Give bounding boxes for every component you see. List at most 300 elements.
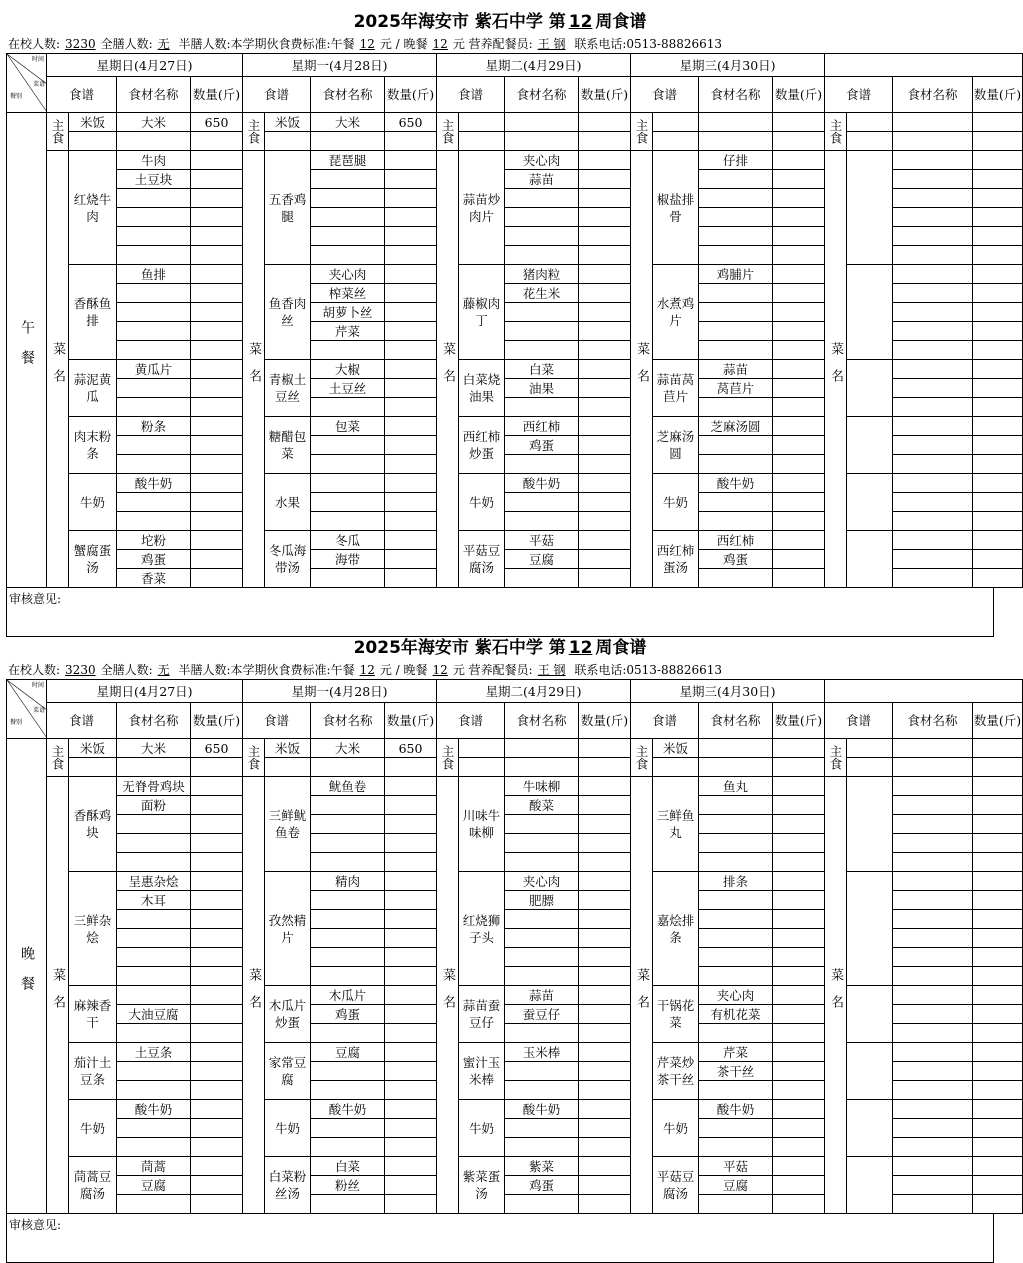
- ingredient-name: [311, 834, 385, 853]
- ingredient-name: 夹心肉: [311, 265, 385, 284]
- col-qty-header: 数量(斤): [385, 703, 437, 739]
- ingredient-qty: [385, 151, 437, 170]
- col-ingredient-header: 食材名称: [117, 77, 191, 113]
- ingredient-name: [699, 512, 773, 531]
- ingredient-name: [893, 777, 973, 796]
- ingredient-qty: [973, 967, 1023, 986]
- ingredient-name: [505, 853, 579, 872]
- staple-label: [437, 113, 459, 151]
- ingredient-qty: [385, 379, 437, 398]
- staple-qty-extra: [579, 132, 631, 151]
- label-dinner: 元 / 晚餐: [379, 37, 428, 51]
- ingredient-qty: [385, 777, 437, 796]
- ingredient-qty: [773, 265, 825, 284]
- dish-name: [847, 1157, 893, 1214]
- ingredient-name: [117, 189, 191, 208]
- ingredient-qty: [579, 493, 631, 512]
- col-qty-header: 数量(斤): [973, 77, 1023, 113]
- staple-ingredient-extra: [699, 758, 773, 777]
- ingredient-qty: [579, 151, 631, 170]
- dish-name: 水煮鸡片: [653, 265, 699, 360]
- ingredient-qty: [973, 303, 1023, 322]
- ingredient-qty: [191, 1043, 243, 1062]
- ingredient-qty: [773, 550, 825, 569]
- title-week: 12: [568, 638, 593, 658]
- dish-row: [7, 1100, 1023, 1119]
- col-qty-header: 数量(斤): [773, 703, 825, 739]
- dish-row: [7, 417, 1023, 436]
- ingredient-qty: [579, 550, 631, 569]
- ingredient-name: 坨粉: [117, 531, 191, 550]
- corner-dish-label: 菜谱: [32, 707, 45, 714]
- ingredient-name: [505, 910, 579, 929]
- column-header-row: [7, 77, 1023, 113]
- dish-name: 孜然精片: [265, 872, 311, 986]
- ingredient-qty: [773, 1119, 825, 1138]
- ingredient-qty: [191, 569, 243, 588]
- dish-name: 红烧牛肉: [69, 151, 117, 265]
- ingredient-qty: [191, 550, 243, 569]
- dish-label-cell: [825, 151, 847, 588]
- ingredient-qty: [385, 170, 437, 189]
- staple-name: [459, 113, 505, 132]
- ingredient-qty: [579, 910, 631, 929]
- col-qty-header: 数量(斤): [579, 77, 631, 113]
- ingredient-name: 酸菜: [505, 796, 579, 815]
- ingredient-name: [311, 455, 385, 474]
- ingredient-qty: [191, 1062, 243, 1081]
- ingredient-qty: [773, 398, 825, 417]
- dish-row: [7, 872, 1023, 891]
- meal-name: 晚餐: [19, 946, 35, 1006]
- meal-name-cell: [7, 113, 47, 588]
- ingredient-name: [893, 1195, 973, 1214]
- title-text: 年海安市 紫石中学 第: [400, 638, 566, 658]
- phone-number: 0513-88826613: [626, 663, 723, 677]
- ingredient-name: 豆腐: [699, 1176, 773, 1195]
- ingredient-qty: [773, 1176, 825, 1195]
- ingredient-name: [893, 436, 973, 455]
- staple-label-text: 主食: [50, 745, 65, 770]
- dish-row: [7, 474, 1023, 493]
- col-qty-header: 数量(斤): [973, 703, 1023, 739]
- ingredient-name: 精肉: [311, 872, 385, 891]
- dish-name: 西红柿炒蛋: [459, 417, 505, 474]
- staple-label-text: 主食: [634, 745, 649, 770]
- ingredient-qty: [973, 227, 1023, 246]
- ingredient-name: [117, 455, 191, 474]
- ingredient-name: 鸡蛋: [699, 550, 773, 569]
- label-phone: 联系电话:: [574, 37, 627, 51]
- dish-label-cell: [47, 151, 69, 588]
- ingredient-name: 鱿鱼卷: [311, 777, 385, 796]
- dish-row: [7, 531, 1023, 550]
- ingredient-qty: [385, 303, 437, 322]
- staple-qty: 650: [385, 113, 437, 132]
- ingredient-qty: [773, 929, 825, 948]
- staple-ingredient-extra: [311, 758, 385, 777]
- label-phone: 联系电话:: [574, 663, 627, 677]
- staple-row: [7, 113, 1023, 132]
- ingredient-name: 无脊骨鸡块: [117, 777, 191, 796]
- ingredient-name: [311, 948, 385, 967]
- dish-name: 蟹腐蛋汤: [69, 531, 117, 588]
- ingredient-qty: [385, 1195, 437, 1214]
- ingredient-name: [311, 929, 385, 948]
- ingredient-name: [311, 341, 385, 360]
- ingredient-name: [893, 796, 973, 815]
- ingredient-qty: [191, 1119, 243, 1138]
- ingredient-qty: [773, 493, 825, 512]
- staple-label: [437, 739, 459, 777]
- ingredient-qty: [385, 474, 437, 493]
- dish-name: [847, 1100, 893, 1157]
- ingredient-qty: [385, 550, 437, 569]
- ingredient-qty: [385, 455, 437, 474]
- ingredient-qty: [579, 1081, 631, 1100]
- ingredient-name: [117, 436, 191, 455]
- dish-name: [847, 872, 893, 986]
- label-full: 全膳人数:: [100, 37, 153, 51]
- dish-row: [7, 151, 1023, 170]
- ingredient-qty: [385, 967, 437, 986]
- ingredient-qty: [579, 170, 631, 189]
- ingredient-qty: [579, 1062, 631, 1081]
- ingredient-qty: [773, 910, 825, 929]
- ingredient-name: [311, 227, 385, 246]
- ingredient-name: 木瓜片: [311, 986, 385, 1005]
- ingredient-name: 土豆条: [117, 1043, 191, 1062]
- staple-label: [825, 113, 847, 151]
- ingredient-name: [699, 208, 773, 227]
- ingredient-name: [505, 929, 579, 948]
- ingredient-name: 芹菜: [311, 322, 385, 341]
- lunch-price: 12: [359, 37, 375, 51]
- staple-name-extra: [459, 132, 505, 151]
- ingredient-qty: [579, 1100, 631, 1119]
- staple-qty-extra: [773, 758, 825, 777]
- ingredient-qty: [773, 1081, 825, 1100]
- day-header-2: 星期二(4月29日): [437, 54, 631, 77]
- staple-ingredient-extra: [117, 132, 191, 151]
- ingredient-qty: [973, 815, 1023, 834]
- ingredient-qty: [773, 227, 825, 246]
- staple-name-extra: [847, 132, 893, 151]
- ingredient-name: [117, 853, 191, 872]
- ingredient-qty: [579, 948, 631, 967]
- ingredient-name: [505, 1062, 579, 1081]
- ingredient-qty: [385, 872, 437, 891]
- nutritionist-name: 王 钢: [537, 663, 566, 677]
- ingredient-qty: [191, 948, 243, 967]
- ingredient-name: [505, 341, 579, 360]
- ingredient-qty: [973, 777, 1023, 796]
- ingredient-qty: [385, 569, 437, 588]
- ingredient-qty: [579, 341, 631, 360]
- ingredient-qty: [973, 246, 1023, 265]
- ingredient-name: [311, 1195, 385, 1214]
- day-header-1: 星期一(4月28日): [243, 54, 437, 77]
- dish-name: 牛奶: [69, 1100, 117, 1157]
- ingredient-qty: [191, 341, 243, 360]
- dish-name: 芹菜炒茶干丝: [653, 1043, 699, 1100]
- staple-qty: [579, 113, 631, 132]
- dish-name: 牛奶: [653, 1100, 699, 1157]
- staple-label-text: 主食: [828, 119, 843, 144]
- ingredient-qty: [973, 1024, 1023, 1043]
- dish-row: [7, 777, 1023, 796]
- ingredient-name: [505, 246, 579, 265]
- ingredient-qty: [579, 436, 631, 455]
- ingredient-name: [311, 569, 385, 588]
- ingredient-qty: [579, 284, 631, 303]
- ingredient-name: [893, 455, 973, 474]
- ingredient-qty: [579, 1119, 631, 1138]
- col-qty-header: 数量(斤): [579, 703, 631, 739]
- staple-name: 米饭: [265, 113, 311, 132]
- ingredient-qty: [579, 1157, 631, 1176]
- staple-label: [243, 739, 265, 777]
- corner-cell: [7, 54, 47, 113]
- ingredient-qty: [579, 777, 631, 796]
- ingredient-qty: [973, 322, 1023, 341]
- ingredient-qty: [191, 170, 243, 189]
- col-recipe-header: 食谱: [47, 77, 117, 113]
- ingredient-name: [699, 189, 773, 208]
- ingredient-qty: [579, 189, 631, 208]
- col-recipe-header: 食谱: [631, 703, 699, 739]
- ingredient-qty: [191, 1176, 243, 1195]
- title-week: 12: [568, 12, 593, 32]
- ingredient-name: [893, 569, 973, 588]
- dish-name: 紫菜蛋汤: [459, 1157, 505, 1214]
- label-students: 在校人数:: [8, 37, 61, 51]
- ingredient-name: 白菜: [505, 360, 579, 379]
- dish-name: 西红柿蛋汤: [653, 531, 699, 588]
- staple-ingredient: [893, 739, 973, 758]
- ingredient-qty: [191, 189, 243, 208]
- dish-name: [847, 474, 893, 531]
- col-recipe-header: 食谱: [437, 77, 505, 113]
- col-ingredient-header: 食材名称: [311, 703, 385, 739]
- ingredient-qty: [973, 341, 1023, 360]
- staple-qty: [973, 739, 1023, 758]
- col-ingredient-header: 食材名称: [893, 703, 973, 739]
- ingredient-name: 西红柿: [505, 417, 579, 436]
- staple-qty-extra: [773, 132, 825, 151]
- ingredient-qty: [973, 208, 1023, 227]
- ingredient-qty: [191, 284, 243, 303]
- ingredient-qty: [191, 322, 243, 341]
- ingredient-name: 琵琶腿: [311, 151, 385, 170]
- ingredient-name: [699, 815, 773, 834]
- ingredient-qty: [385, 284, 437, 303]
- ingredient-qty: [579, 986, 631, 1005]
- ingredient-qty: [773, 284, 825, 303]
- ingredient-qty: [773, 872, 825, 891]
- ingredient-qty: [191, 417, 243, 436]
- staple-label: [825, 739, 847, 777]
- dish-label-text: 菜名: [634, 342, 649, 396]
- ingredient-qty: [191, 1005, 243, 1024]
- day-header-2: 星期二(4月29日): [437, 680, 631, 703]
- dish-label-text: 菜名: [828, 968, 843, 1022]
- label-full: 全膳人数:: [100, 663, 153, 677]
- ingredient-name: [505, 455, 579, 474]
- dish-row: [7, 265, 1023, 284]
- ingredient-name: [893, 227, 973, 246]
- ingredient-name: 酸牛奶: [117, 1100, 191, 1119]
- ingredient-name: [117, 246, 191, 265]
- dish-name: [847, 417, 893, 474]
- ingredient-qty: [385, 1081, 437, 1100]
- staple-ingredient-extra: [893, 758, 973, 777]
- dish-label-text: 菜名: [246, 968, 261, 1022]
- ingredient-qty: [579, 815, 631, 834]
- staple-name-extra: [653, 758, 699, 777]
- ingredient-name: 紫菜: [505, 1157, 579, 1176]
- staple-label: [243, 113, 265, 151]
- ingredient-name: [893, 872, 973, 891]
- ingredient-name: [699, 1081, 773, 1100]
- ingredient-name: 酸牛奶: [699, 474, 773, 493]
- staple-ingredient: [893, 113, 973, 132]
- ingredient-name: [505, 815, 579, 834]
- staple-name-extra: [265, 758, 311, 777]
- ingredient-qty: [579, 303, 631, 322]
- ingredient-qty: [191, 246, 243, 265]
- ingredient-name: 牛肉: [117, 151, 191, 170]
- ingredient-qty: [973, 531, 1023, 550]
- ingredient-qty: [579, 1195, 631, 1214]
- ingredient-qty: [385, 531, 437, 550]
- dish-name: 干锅花菜: [653, 986, 699, 1043]
- ingredient-qty: [973, 1176, 1023, 1195]
- staple-name: 米饭: [69, 113, 117, 132]
- ingredient-name: 呈惠杂烩: [117, 872, 191, 891]
- ingredient-qty: [973, 569, 1023, 588]
- ingredient-name: [699, 891, 773, 910]
- ingredient-qty: [773, 1043, 825, 1062]
- ingredient-qty: [773, 891, 825, 910]
- ingredient-qty: [973, 170, 1023, 189]
- ingredient-name: [117, 910, 191, 929]
- ingredient-name: [311, 815, 385, 834]
- ingredient-name: [893, 322, 973, 341]
- dish-name: 牛奶: [459, 474, 505, 531]
- ingredient-qty: [191, 208, 243, 227]
- dish-name: [847, 265, 893, 360]
- sheet-title: [6, 8, 994, 36]
- ingredient-qty: [773, 967, 825, 986]
- ingredient-name: 粉条: [117, 417, 191, 436]
- ingredient-name: [699, 322, 773, 341]
- staple-ingredient-extra: [893, 132, 973, 151]
- ingredient-name: 鸡蛋: [505, 1176, 579, 1195]
- ingredient-qty: [773, 1005, 825, 1024]
- label-fee: 半膳人数:本学期伙食费标准:午餐: [178, 37, 355, 51]
- ingredient-qty: [973, 891, 1023, 910]
- ingredient-qty: [973, 474, 1023, 493]
- dish-name: 红烧狮子头: [459, 872, 505, 986]
- dish-name: 蜜汁玉米棒: [459, 1043, 505, 1100]
- ingredient-name: [893, 891, 973, 910]
- ingredient-qty: [385, 246, 437, 265]
- ingredient-name: 夹心肉: [699, 986, 773, 1005]
- ingredient-qty: [385, 208, 437, 227]
- ingredient-qty: [385, 227, 437, 246]
- ingredient-name: [117, 1062, 191, 1081]
- ingredient-qty: [773, 303, 825, 322]
- ingredient-name: [117, 512, 191, 531]
- corner-time-label: 时间: [31, 56, 44, 63]
- ingredient-qty: [191, 929, 243, 948]
- dish-name: 香酥鱼排: [69, 265, 117, 360]
- ingredient-name: 花生米: [505, 284, 579, 303]
- ingredient-qty: [579, 1043, 631, 1062]
- ingredient-name: [699, 455, 773, 474]
- dish-label-cell: [437, 777, 459, 1214]
- staple-label-text: 主食: [440, 119, 455, 144]
- ingredient-qty: [385, 360, 437, 379]
- ingredient-name: [117, 227, 191, 246]
- ingredient-qty: [579, 512, 631, 531]
- ingredient-qty: [191, 910, 243, 929]
- ingredient-name: [311, 189, 385, 208]
- ingredient-name: [117, 1081, 191, 1100]
- ingredient-name: [311, 512, 385, 531]
- ingredient-name: 肥膘: [505, 891, 579, 910]
- ingredient-qty: [191, 360, 243, 379]
- ingredient-qty: [973, 948, 1023, 967]
- dish-name: 肉末粉条: [69, 417, 117, 474]
- ingredient-name: [117, 834, 191, 853]
- ingredient-name: [117, 341, 191, 360]
- ingredient-name: 猪肉粒: [505, 265, 579, 284]
- ingredient-name: [311, 967, 385, 986]
- ingredient-name: [505, 227, 579, 246]
- ingredient-qty: [773, 455, 825, 474]
- ingredient-name: [505, 1119, 579, 1138]
- ingredient-name: [505, 398, 579, 417]
- ingredient-qty: [385, 986, 437, 1005]
- ingredient-qty: [385, 1157, 437, 1176]
- ingredient-name: [893, 910, 973, 929]
- ingredient-name: [311, 1119, 385, 1138]
- ingredient-qty: [191, 436, 243, 455]
- staple-qty: 650: [191, 113, 243, 132]
- ingredient-name: [311, 436, 385, 455]
- staple-label-text: 主食: [246, 745, 261, 770]
- corner-dish-label: 菜谱: [32, 81, 45, 88]
- ingredient-name: [893, 550, 973, 569]
- staple-label: [47, 739, 69, 777]
- ingredient-qty: [773, 417, 825, 436]
- ingredient-name: 芝麻汤圆: [699, 417, 773, 436]
- ingredient-qty: [579, 417, 631, 436]
- staple-qty: 650: [385, 739, 437, 758]
- day-header-0: 星期日(4月27日): [47, 680, 243, 703]
- ingredient-name: [699, 1119, 773, 1138]
- ingredient-qty: [191, 967, 243, 986]
- ingredient-qty: [191, 796, 243, 815]
- lunch-price: 12: [359, 663, 375, 677]
- ingredient-name: [117, 948, 191, 967]
- ingredient-name: 芹菜: [699, 1043, 773, 1062]
- ingredient-name: [893, 834, 973, 853]
- ingredient-name: 包菜: [311, 417, 385, 436]
- staple-name-extra: [265, 132, 311, 151]
